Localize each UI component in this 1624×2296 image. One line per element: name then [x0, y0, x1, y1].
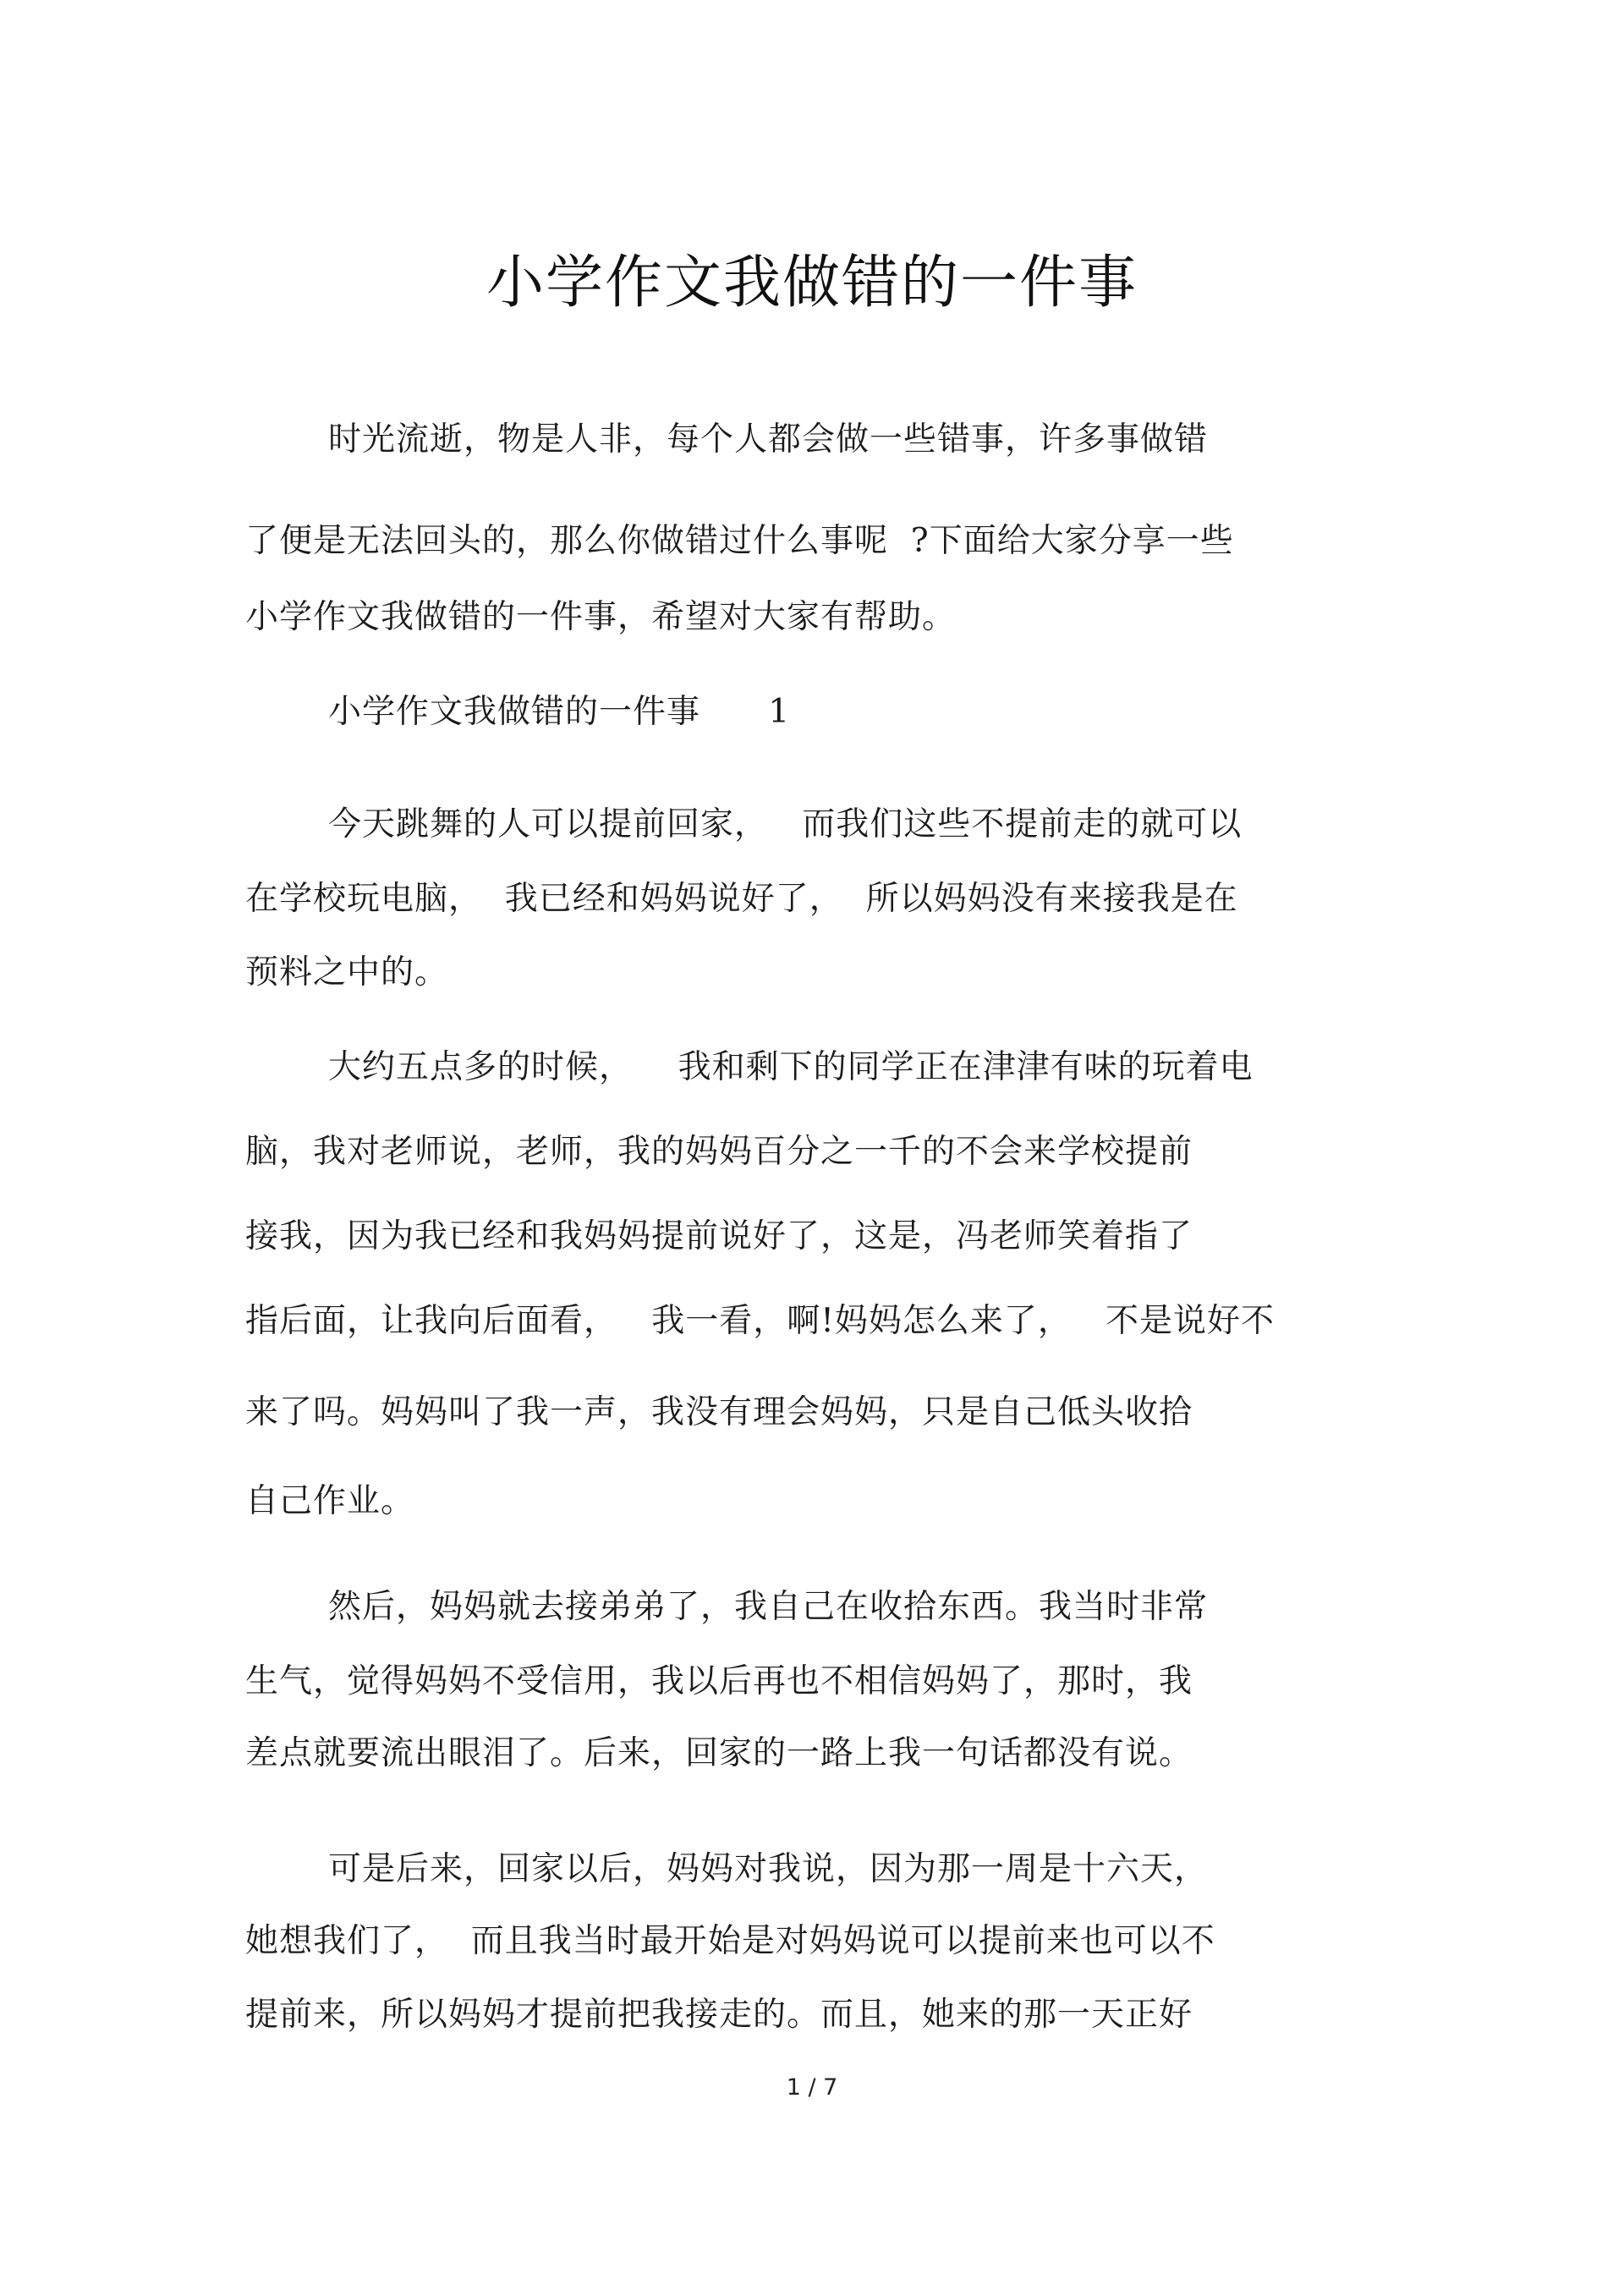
text-line-5: 今天跳舞的人可以提前回家， 而我们这些不提前走的就可以: [328, 805, 1243, 843]
text-line-11: 指后面，让我向后面看， 我一看，啊!妈妈怎么来了， 不是说好不: [245, 1302, 1276, 1340]
text-line-6: 在学校玩电脑， 我已经和妈妈说好了， 所以妈妈没有来接我是在: [245, 880, 1238, 918]
text-line-19: 提前来，所以妈妈才提前把我接走的。而且，她来的那一天正好: [245, 1996, 1193, 2034]
page-number: 1 / 7: [786, 2074, 838, 2101]
text-line-2: 了便是无法回头的，那么你做错过什么事呢 ?下面给大家分享一些: [245, 522, 1234, 560]
text-line-15: 生气，觉得妈妈不受信用，我以后再也不相信妈妈了，那时，我: [245, 1662, 1193, 1700]
text-line-3: 小学作文我做错的一件事，希望对大家有帮助。: [245, 598, 957, 636]
document-title: 小学作文我做错的一件事: [486, 250, 1138, 316]
text-line-10: 接我，因为我已经和我妈妈提前说好了，这是，冯老师笑着指了: [245, 1217, 1193, 1255]
text-line-8: 大约五点多的时候， 我和剩下的同学正在津津有味的玩着电: [328, 1048, 1254, 1086]
text-line-16: 差点就要流出眼泪了。后来，回家的一路上我一句话都没有说。: [245, 1734, 1193, 1772]
text-line-1: 时光流逝，物是人非，每个人都会做一些错事，许多事做错: [328, 420, 1209, 459]
text-line-13: 自己作业。: [245, 1482, 415, 1520]
text-line-18: 她想我们了， 而且我当时最开始是对妈妈说可以提前来也可以不: [245, 1922, 1215, 1960]
text-line-17: 可是后来，回家以后，妈妈对我说，因为那一周是十六天，: [328, 1850, 1209, 1888]
section-heading-1: 小学作文我做错的一件事 1: [328, 693, 791, 731]
text-line-14: 然后，妈妈就去接弟弟了，我自己在收拾东西。我当时非常: [328, 1588, 1209, 1626]
text-line-9: 脑，我对老师说，老师，我的妈妈百分之一千的不会来学校提前: [245, 1133, 1193, 1171]
text-line-7: 预料之中的。: [245, 953, 449, 991]
text-line-12: 来了吗。妈妈叫了我一声，我没有理会妈妈，只是自己低头收拾: [245, 1393, 1193, 1431]
